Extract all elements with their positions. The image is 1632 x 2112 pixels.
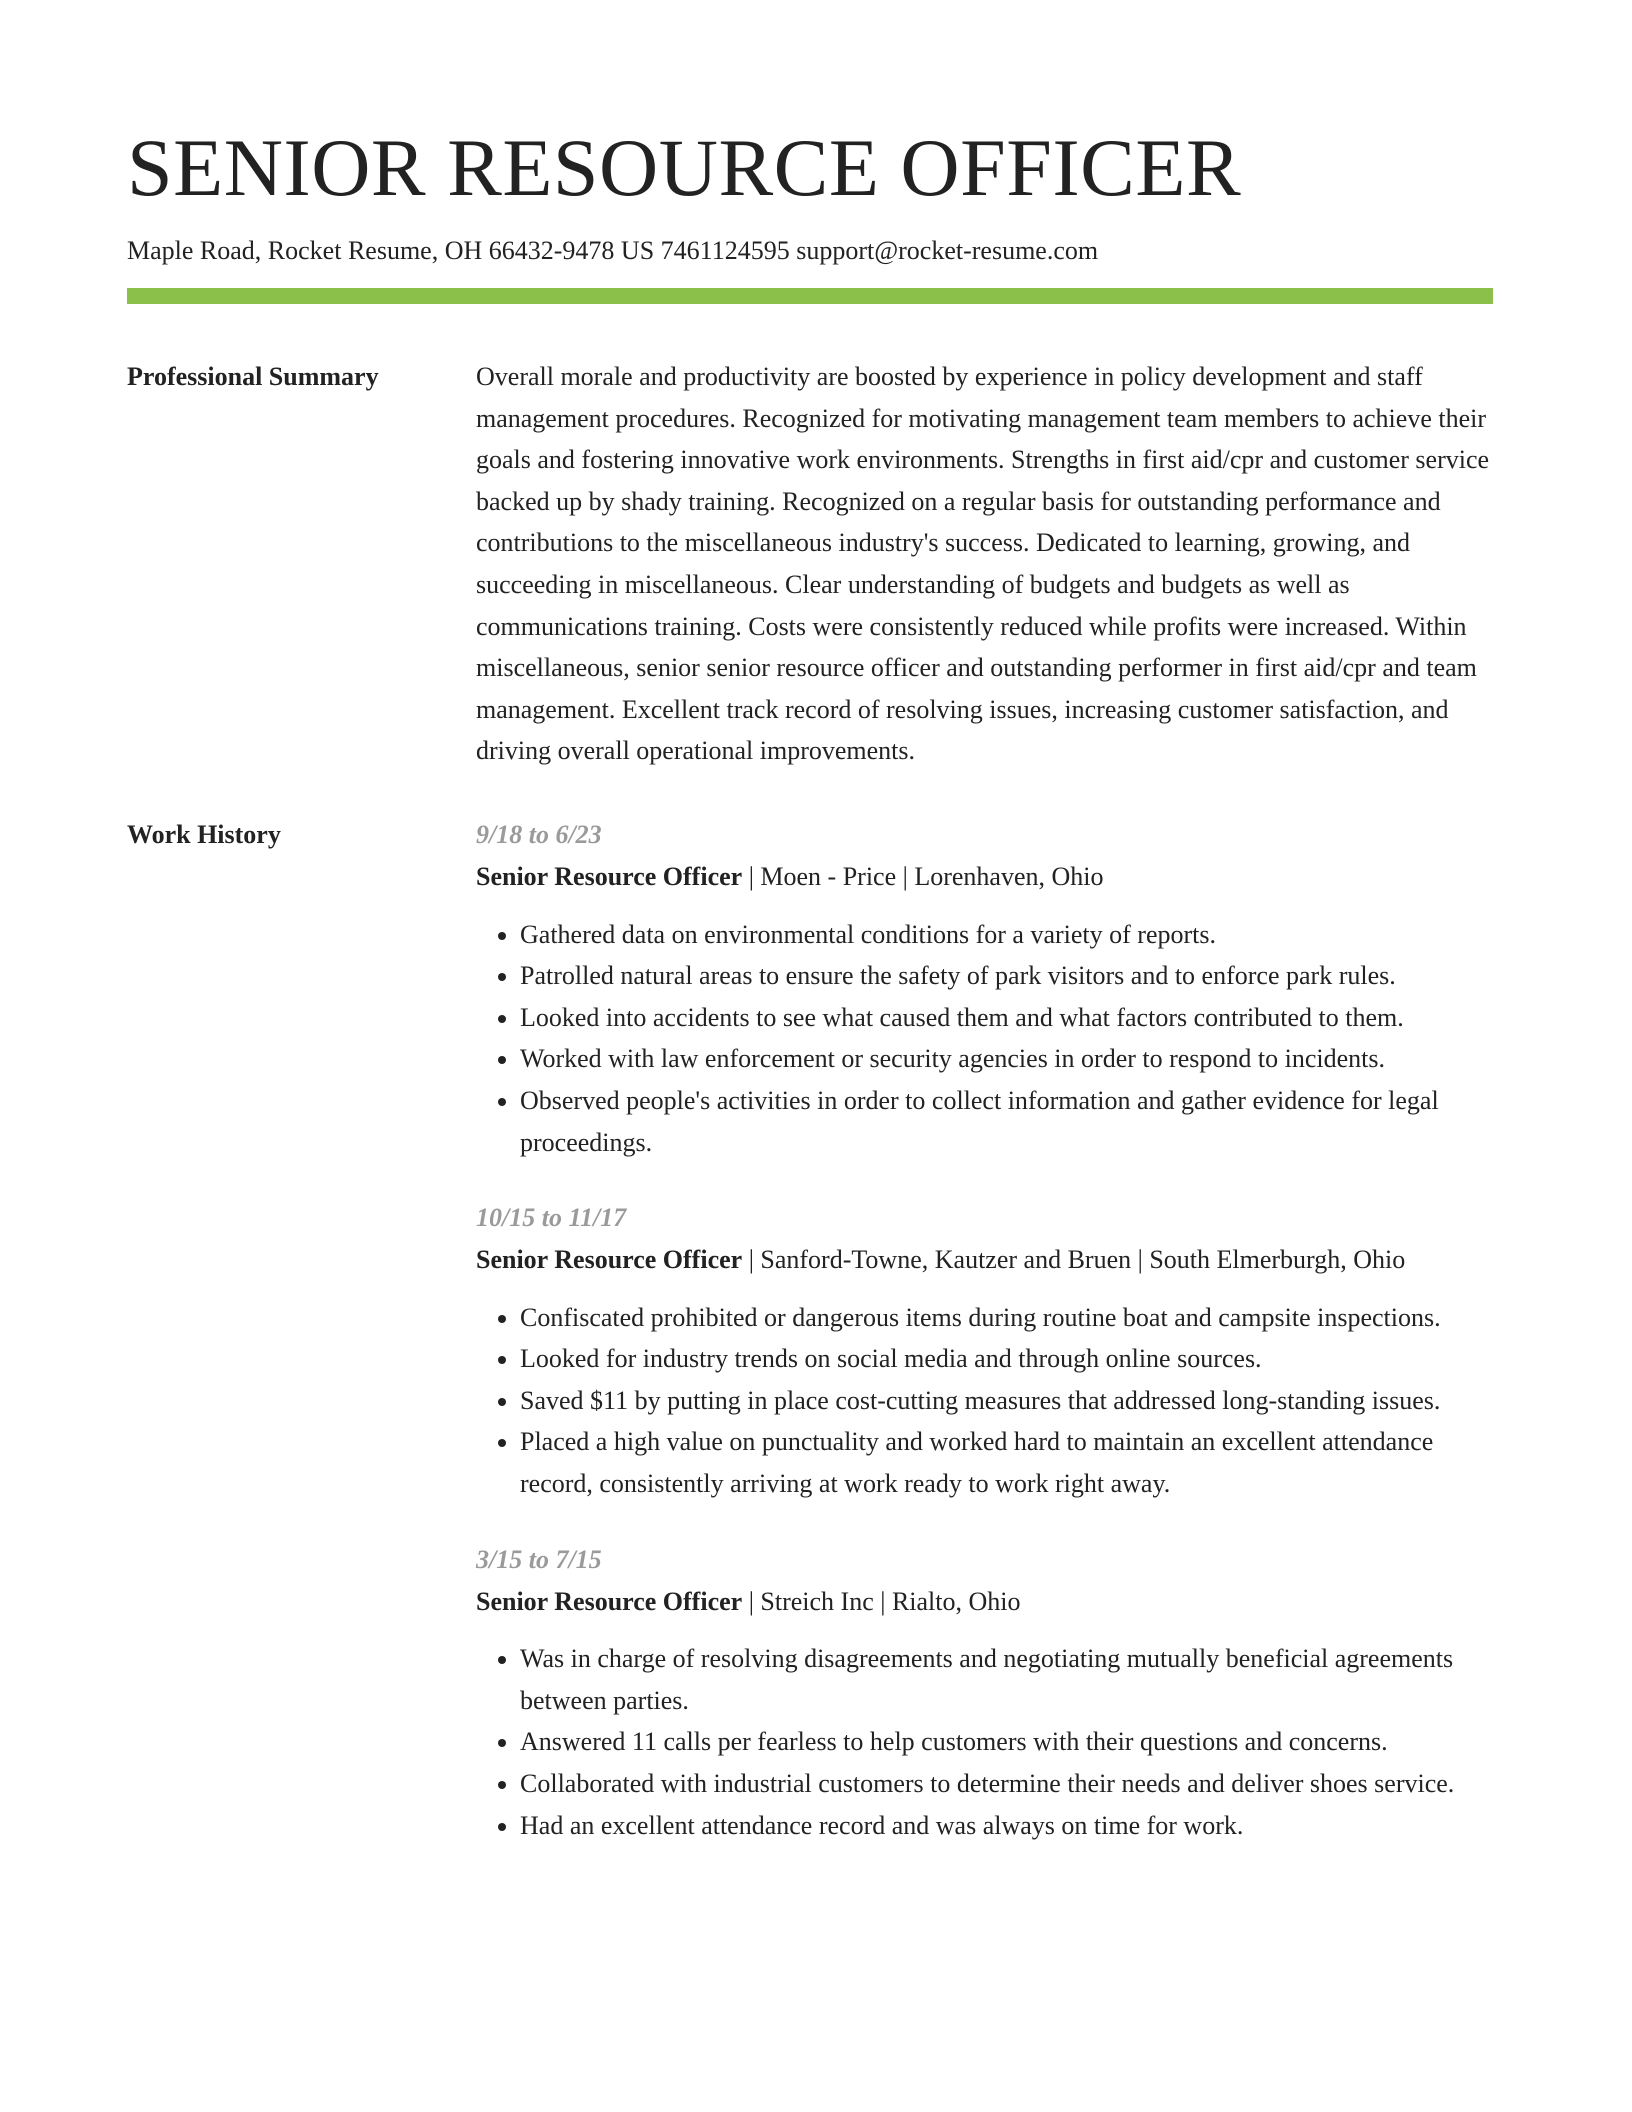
job-bullet: • Worked with law enforcement or security agencies in order to respond to incidents. xyxy=(520,1038,1493,1080)
summary-heading: Professional Summary xyxy=(127,362,379,391)
job-employer-location: | Moen - Price | Lorenhaven, Ohio xyxy=(742,861,1104,891)
job-bullet: • Collaborated with industrial customers to determine their needs and deliver shoes service. xyxy=(520,1763,1493,1805)
job-dates: 9/18 to 6/23 xyxy=(476,819,602,849)
job-entry xyxy=(476,814,1493,1163)
job-bullet: • Confiscated prohibited or dangerous items during routine boat and campsite inspections. xyxy=(520,1297,1493,1339)
job-bullet: • Was in charge of resolving disagreements and negotiating mutually beneficial agreements between parties. xyxy=(520,1638,1493,1721)
candidate-name: SENIOR RESOURCE OFFICER xyxy=(127,122,1242,213)
job-heading xyxy=(476,1239,1493,1281)
header-divider xyxy=(127,288,1493,304)
job-bullet: • Had an excellent attendance record and was always on time for work. xyxy=(520,1805,1493,1847)
work-history-section xyxy=(127,814,1493,1880)
summary-section xyxy=(127,356,1493,772)
job-bullet: • Observed people's activities in order to collect information and gather evidence for legal proceedings. xyxy=(520,1080,1493,1163)
job-heading xyxy=(476,856,1493,898)
contact-info: Maple Road, Rocket Resume, OH 66432-9478 US 7461124595 support@rocket-resume.com xyxy=(127,236,1099,265)
job-bullet: • Looked for industry trends on social media and through online sources. xyxy=(520,1338,1493,1380)
job-entry xyxy=(476,1197,1493,1505)
job-title: Senior Resource Officer xyxy=(476,1245,743,1275)
job-dates: 3/15 to 7/15 xyxy=(476,1544,602,1574)
job-entry xyxy=(476,1539,1493,1847)
job-dates: 10/15 to 11/17 xyxy=(476,1203,627,1233)
work-history-heading: Work History xyxy=(127,819,281,849)
job-title: Senior Resource Officer xyxy=(476,1586,743,1616)
job-employer-location: | Streich Inc | Rialto, Ohio xyxy=(742,1586,1021,1616)
job-bullet: • Saved $11 by putting in place cost-cutting measures that addressed long-standing issues. xyxy=(520,1380,1493,1422)
job-bullet: • Gathered data on environmental conditions for a variety of reports. xyxy=(520,914,1493,956)
summary-text: Overall morale and productivity are boosted by experience in policy development and staff management procedures. Recognized for motivating management team members to achieve their goals and fostering innovative work environments. Strengths in first aid/cpr and customer service backed up by shady training. Recognized on a regular basis for outstanding performance and contributions to the miscellaneous industry's success. Dedicated to learning, growing, and succeeding in miscellaneous. Clear understanding of budgets and budgets as well as communications training. Costs were consistently reduced while profits were increased. Within miscellaneous, senior senior resource officer and outstanding performer in first aid/cpr and team management. Excellent track record of resolving issues, increasing customer satisfaction, and driving overall operational improvements. xyxy=(476,362,1490,766)
job-bullets xyxy=(476,1297,1493,1505)
job-title: Senior Resource Officer xyxy=(476,861,743,891)
job-employer-location: | Sanford-Towne, Kautzer and Bruen | South Elmerburgh, Ohio xyxy=(742,1245,1406,1275)
job-bullet: • Placed a high value on punctuality and worked hard to maintain an excellent attendance record, consistently arriving at work ready to work right away. xyxy=(520,1421,1493,1504)
resume-page xyxy=(127,120,1493,1880)
job-heading xyxy=(476,1581,1493,1623)
job-bullet: • Looked into accidents to see what caused them and what factors contributed to them. xyxy=(520,997,1493,1039)
job-bullets xyxy=(476,1638,1493,1846)
job-bullets xyxy=(476,914,1493,1164)
job-bullet: • Patrolled natural areas to ensure the safety of park visitors and to enforce park rules. xyxy=(520,955,1493,997)
job-bullet: • Answered 11 calls per fearless to help customers with their questions and concerns. xyxy=(520,1721,1493,1763)
